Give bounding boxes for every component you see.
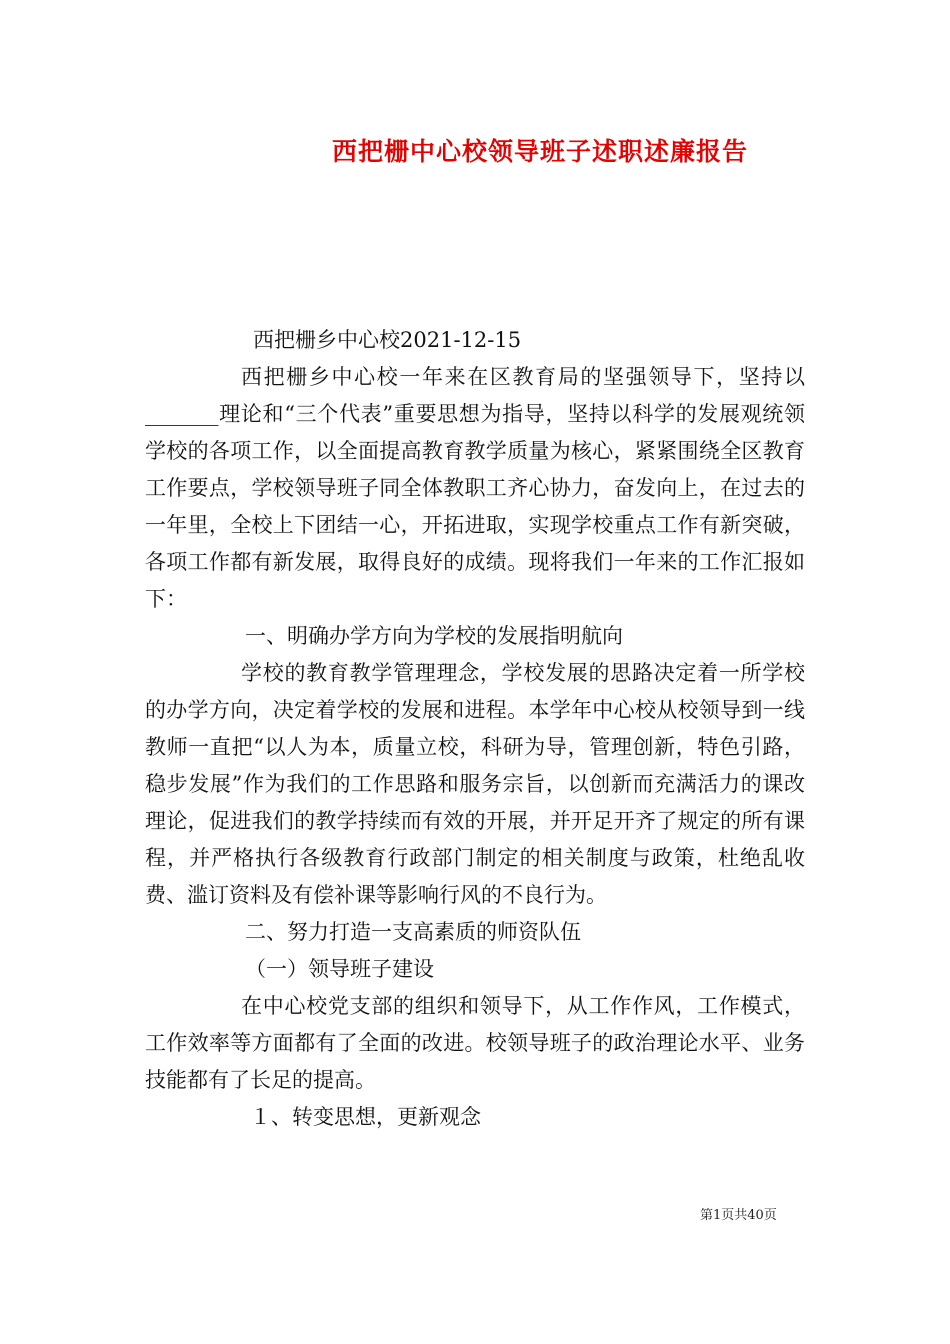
section-heading-1: 一、明确办学方向为学校的发展指明航向 xyxy=(245,624,623,648)
section-heading-2: 二、努力打造一支高素质的师资队伍 xyxy=(245,920,581,944)
paragraph-section-1: 学校的教育教学管理理念，学校发展的思路决定着一所学校的办学方向，决定着学校的发展和进程。本学年中心校从校领导到一线教师一直把“以人为本，质量立校，科研为导，管理创新，特色引路，稳步发展”作为我们的工作思路和服务宗旨，以创新而充满活力的课改理论，促进我们的教学持续而有效的开展，并开足开齐了规定的所有课程，并严格执行各级教育行政部门制定的相关制度与政策，杜绝乱收费、滥订资料及有偿补课等影响行风的不良行为。 xyxy=(145,661,805,907)
list-item-heading-1: １、转变思想，更新观念 xyxy=(250,1105,481,1129)
paragraph-subsection-1: 在中心校党支部的组织和领导下，从工作作风，工作模式，工作效率等方面都有了全面的改进。校领导班子的政治理论水平、业务技能都有了长足的提高。 xyxy=(145,994,805,1092)
subsection-heading-1: （一）领导班子建设 xyxy=(245,957,434,981)
document-title: 西把栅中心校领导班子述职述廉报告 xyxy=(331,137,748,166)
paragraph-intro: 西把栅乡中心校一年来在区教育局的坚强领导下，坚持以_______理论和“三个代表”重要思想为指导，坚持以科学的发展观统领学校的各项工作，以全面提高教育教学质量为核心，紧紧围绕全区教育工作要点，学校领导班子同全体教职工齐心协力，奋发向上，在过去的一年里，全校上下团结一心，开拓进取，实现学校重点工作有新突破，各项工作都有新发展，取得良好的成绩。现将我们一年来的工作汇报如下： xyxy=(145,365,805,611)
byline: 西把栅乡中心校2021-12-15 xyxy=(253,328,522,352)
document-body xyxy=(145,322,805,1136)
page-number: 第1页共40页 xyxy=(700,1208,777,1223)
